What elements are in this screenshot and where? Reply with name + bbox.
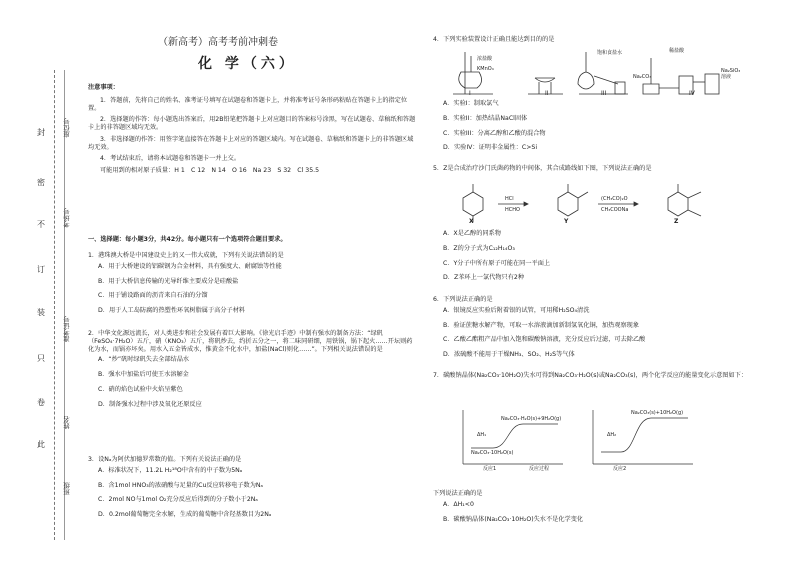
- apparatus-label: Na₂CO₃: [633, 74, 652, 80]
- molecule-label: Z: [674, 218, 679, 225]
- species-label: Na₂CO₃·H₂O(s)+9H₂O(g): [501, 416, 562, 422]
- apparatus-drawing: [443, 44, 743, 102]
- axis-label: 反应过程: [529, 466, 550, 472]
- option: D．实验IV：证明非金属性：C>Si: [443, 144, 538, 152]
- option: A．标准状况下，11.2L H₂¹⁸O中含有的中子数为5Nₐ: [98, 466, 243, 474]
- seal-char: 封: [37, 128, 45, 137]
- option: D．浓硫酸不能用于干燥NH₃、SO₂、H₂S等气体: [443, 351, 575, 358]
- notice-item: 4．考试结束后，请将本试题卷和答题卡一并上交。: [100, 155, 241, 163]
- class-field: 班级: [63, 482, 71, 495]
- binding-strip: [0, 0, 72, 562]
- notice-item: 3．非选择题的作答：用签字笔直接答在答题卡上对应的答题区域内。写在试题卷、草稿纸和答题卡上的非答题区域均无效。: [88, 135, 414, 151]
- question-1: [88, 252, 418, 322]
- question-7-stem: 7．碳酸钠晶体(Na₂CO₃·10H₂O)失水可得到Na₂CO₃·H₂O(s)或Na₂CO₃(s)，两个化学反应的能量变化示意图如下：: [433, 372, 748, 379]
- energy-diagrams: [453, 408, 723, 478]
- notice-item: 2．选择题的作答：每小题选出答案后，用2B铅笔把答题卡上对应题目的答案标号涂黑，写在试题卷、草稿纸和答题卡上的非答题区域均无效。: [88, 116, 416, 131]
- apparatus-figure: [443, 44, 743, 102]
- seal-char: 不: [37, 220, 45, 229]
- option: C．硝的焰色试验中火焰呈紫色: [98, 385, 183, 393]
- seal-char: 密: [37, 178, 45, 187]
- option: B．用于大桥信息传输的光导纤维主要成分是硅酸盐: [98, 277, 239, 285]
- molecule-label: Y: [564, 218, 569, 225]
- question-6: [433, 296, 778, 366]
- synthesis-scheme: [443, 178, 743, 226]
- option: C．2mol NO与1mol O₂充分反应后得到的分子数小于2Nₐ: [98, 496, 258, 504]
- option: A．银镜反应实验后附着银的试管，可用稀H₂SO₄清洗: [443, 306, 590, 314]
- question-stem: 3．设Nₐ为阿伏加德罗常数的值。下列有关说法正确的是: [88, 456, 242, 463]
- apparatus-label: 饱和食盐水: [597, 50, 623, 56]
- seal-line: [54, 70, 55, 540]
- reagent-label: (CH₃CO)₂O: [601, 196, 628, 202]
- reagent-label: HCl: [505, 196, 514, 202]
- option: D．用于人工岛防腐的热塑性环氧树脂属于高分子材料: [98, 307, 246, 314]
- option: A．ΔH₁<0: [443, 500, 474, 508]
- figure-label: I: [469, 90, 471, 97]
- figure-label: II: [545, 90, 549, 97]
- notice-heading: 注意事项：: [88, 84, 119, 91]
- option: A．用于大桥建设的铝碳钢为合金材料，具有强度大、耐腐蚀等性能: [98, 262, 282, 270]
- molecule-label: X: [469, 218, 474, 225]
- question-2: [88, 330, 418, 415]
- question-7-options: [433, 490, 778, 530]
- seal-char: 此: [37, 440, 45, 449]
- section-heading: 一、选择题：每小题3分，共42分。每小题只有一个选项符合题目要求。: [88, 236, 287, 243]
- question-3: [88, 456, 418, 526]
- option: B．强水中加盐后可使王水溶解金: [98, 371, 189, 378]
- seal-char: 卷: [37, 398, 45, 407]
- atomic-masses: 可能用到的相对原子质量：H 1 C 12 N 14 O 16 Na 23 S 32 Cl 35.5: [100, 167, 320, 174]
- reagent-label: HCHO: [505, 207, 520, 213]
- question-4-options: [433, 100, 778, 159]
- question-5-options: [433, 230, 778, 289]
- field-line: [64, 70, 65, 540]
- admission-number-field: 准考证号: [63, 316, 71, 342]
- option: C．Y分子中所有原子可能在同一平面上: [443, 259, 551, 267]
- option: A．X是乙醇的同系物: [443, 230, 501, 237]
- seal-char: 只: [37, 354, 45, 363]
- option: D．Z苯环上一氯代物只有2种: [443, 274, 525, 282]
- reagent-label: CH₃COONa: [601, 207, 629, 213]
- paper-title: （新高考）高考考前冲刺卷: [158, 37, 278, 48]
- option: C．乙酸乙酯粗产品中加入饱和碳酸钠溶液，充分反应后过滤，可去除乙酸: [443, 336, 646, 344]
- option: B．Z的分子式为C₁₂H₁₄O₃: [443, 244, 515, 252]
- apparatus-label: KMnO₄: [477, 66, 494, 72]
- question-4-stem: 4．下列实验装置设计正确且能达到目的的是: [433, 36, 555, 43]
- option: A．实验I：制取氯气: [443, 100, 499, 107]
- seal-char: 装: [37, 308, 45, 317]
- figure-caption: 反应1: [483, 466, 497, 472]
- notice-block: [88, 84, 418, 179]
- option: A．“炒”矾时绿矾失去全部结晶水: [98, 356, 190, 364]
- delta-h-label: ΔH₁: [477, 432, 487, 438]
- option: D．0.2mol葡萄糖完全水解，生成的葡萄糖中含羟基数目为2Nₐ: [98, 511, 272, 518]
- seat-number-field: 座位号: [63, 118, 71, 138]
- option: B．实验II：加热结晶NaCl固体: [443, 114, 528, 122]
- figure-label: III: [601, 90, 607, 97]
- question-stem: 1．港珠澳大桥是中国建设史上的又一伟大成就，下列有关说法错误的是: [88, 252, 284, 259]
- apparatus-label: Na₂SiO₃溶液: [721, 68, 741, 81]
- species-label: Na₂CO₃(s)+10H₂O(g): [631, 410, 684, 416]
- name-field: 姓名: [63, 416, 71, 429]
- paper-subject: 化 学（六）: [198, 56, 297, 72]
- option: D．制备强水过程中涉及氧化还原反应: [98, 400, 202, 408]
- seal-char: 订: [37, 265, 45, 274]
- question-stem: 下列说法正确的是: [433, 490, 483, 497]
- figure-caption: 反应2: [613, 466, 627, 472]
- option: C．实验III：分离乙醇和乙酸的混合物: [443, 129, 546, 137]
- option: C．用于铺设路面的沥青来自石油的分馏: [98, 292, 208, 300]
- exam-room-field: 考场号: [63, 208, 71, 228]
- species-label: Na₂CO₃·10H₂O(s): [471, 450, 514, 456]
- option: B．验证蔗糖水解产物，可取一水溶液滴加新制氢氧化铜，加热观察现象: [443, 321, 640, 329]
- question-stem: 6．下列说法正确的是: [433, 296, 493, 303]
- delta-h-label: ΔH₂: [607, 432, 617, 438]
- apparatus-label: 浓盐酸: [477, 56, 493, 62]
- apparatus-label: 稀盐酸: [669, 48, 685, 54]
- option: B．含1mol HNO₃的浓硝酸与足量的Cu反应转移电子数为Nₐ: [98, 481, 263, 489]
- structure-drawing: [443, 178, 743, 226]
- option: B．碳酸钠晶体(Na₂CO₃·10H₂O)失水不是化学变化: [443, 515, 584, 523]
- notice-item: 1．答题前，先将自己的姓名、准考证号填写在试题卷和答题卡上，并将准考证号条形码粘贴在答题卡上的指定位置。: [88, 96, 408, 112]
- question-5-stem: 5．Z是合成治疗沙门氏菌药物的中间体，其合成路线如下图，下列说法正确的是: [433, 165, 652, 172]
- question-stem: 2．中华文化源远流长，对人类进步和社会发展有着巨大影响。《徐光启手迹》中制有强水的制备方法：“绿矾（FeSO₄·7H₂O）五斤，硝（KNO₃）五斤，将矾炒去，约折五分之一，将二味同研细，用铁锅，锅下起火……开坛则药化为水，而锅亦坏矣。用水入五金皆成水，惟黄金不化水中，加盐(NaCl)则化……”。下列相关说法错误的是: [88, 330, 413, 353]
- figure-label: IV: [689, 90, 695, 97]
